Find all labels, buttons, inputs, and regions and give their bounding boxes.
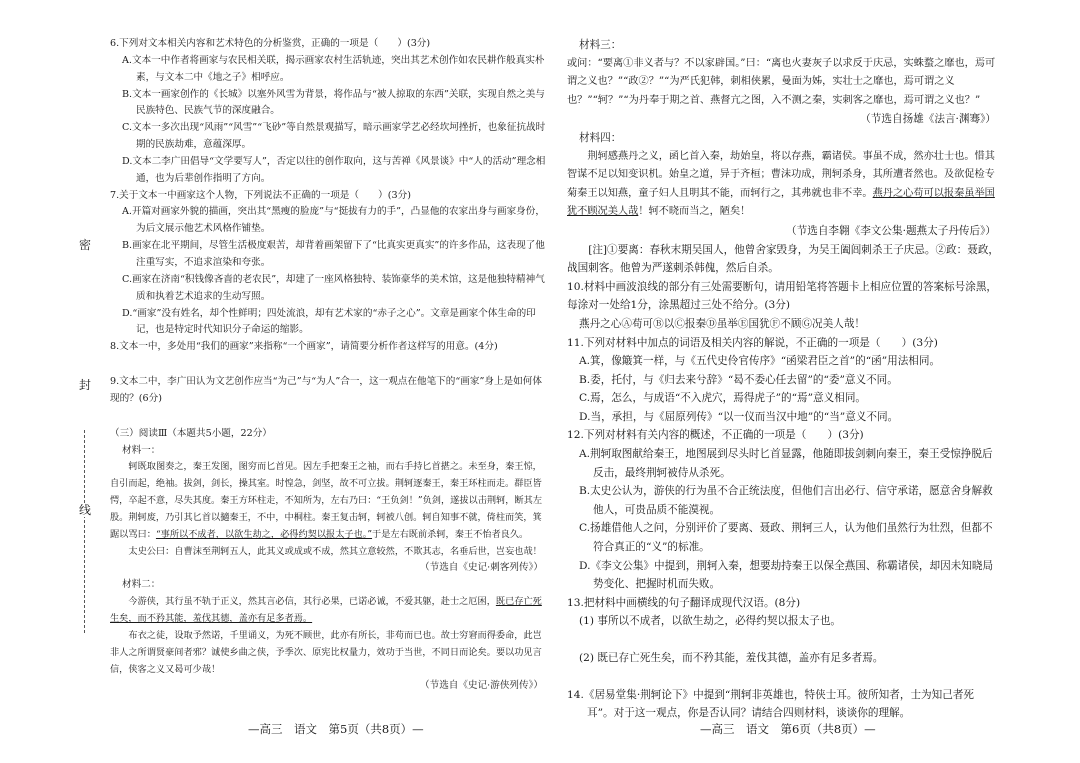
question-10: 10.材料中画波浪线的部分有三处需要断句，请用铅笔将答题卡上相应位置的答案标号涂黑，每涂对一处给1分，涂黑超过三处不给分。(3分)	[567, 280, 998, 312]
material-1-text-b: 于是左右既前杀轲，秦王不怡者良久。	[372, 528, 529, 540]
material-4-text	[567, 148, 1000, 222]
material-4-text-a: 荆轲感燕丹之义，函匕首入秦，劫始皇，将以存燕，霸诸侯。事虽不成，然亦壮士也。惜其智谋不足以知变识机。始皇之道，异于齐桓；曹沫功成，荆轲杀身，其所遭者然也。及欲促检专菊秦王以知燕，童子妇人且明其不能，而轲行之，其弗就也非不幸。	[567, 150, 995, 199]
q11-option-d: D.当，承担，与《屈原列传》“以一仪而当汉中地”的“当”意义不同。	[579, 410, 899, 423]
question-8: 8.文本一中，多处用“我们的画家”来指称“一个画家”，请简要分析作者这样写的用意。(4分)	[110, 341, 498, 353]
material-2-source: （节选自《史记·游侠列传》）	[420, 680, 543, 692]
material-1-text-a: 轲既取图奏之，秦王发图，图穷而匕首见。因左手把秦王之袖，而右手持匕首揕之。未至身，秦王惊，自引而起，绝袖。拔剑，剑长，操其室。时惶急，剑坚，故不可立拔。荆轲逐秦王，秦王环柱而走。群臣皆愕，卒起不意，尽失其度。秦王方环柱走，不知所为，左右乃曰：“王负剑！”负剑，遂拔以击荆轲，断其左股。荆轲废，乃引其匕首以擿秦王，不中，中桐柱。秦王复击轲，轲被八创。轲自知事不就，倚柱而笑，箕踞以骂曰：	[110, 461, 543, 540]
q10-sentence: 燕丹之心Ⓐ苟可Ⓑ以Ⓒ报秦Ⓓ虽举Ⓔ国犹Ⓕ不顾Ⓖ况美人哉！	[579, 317, 866, 330]
q7-option-c: C.画家在济南“积钱像吝啬的老农民”，却建了一座风格独特、装饰豪华的美术馆，这是他独特精神气质和执着艺术追求的生动写照。	[122, 273, 545, 302]
q6-option-a: A.文本一中作者将画家与农民相关联，揭示画家农村生活轨迹，突出其艺术创作如农民耕作般真实朴素，与文本二中《地之子》相呼应。	[122, 54, 545, 83]
q11-option-c: C.焉，怎么，与成语“不入虎穴，焉得虎子”的“焉”意义相同。	[579, 392, 867, 405]
material-1-text	[110, 459, 547, 543]
question-11: 11.下列对材料中加点的词语及相关内容的解说，不正确的一项是（ ）(3分)	[567, 336, 938, 349]
material-2-text-a: 今游侠，其行虽不轨于正义，然其言必信，其行必果，已诺必诚，不爱其躯，赴士之厄困，	[128, 596, 496, 608]
footer-page-6: —高三 语文 第6页（共8页）—	[700, 722, 876, 736]
left-column	[110, 36, 547, 695]
material-2-label: 材料二：	[122, 579, 161, 591]
q6-option-b: B.文本一画家创作的《长城》以塞外风雪为背景，将作品与“被人掠取的东西”关联，实现自然之美与民族特色、民族气节的深度融合。	[122, 88, 545, 117]
q11-option-b: B.委，托付，与《归去来兮辞》“曷不委心任去留”的“委”意义不同。	[579, 373, 898, 386]
material-3-source: （节选自扬雄《法言·渊骞》）	[860, 113, 996, 126]
q12-option-b: B.太史公认为，游侠的行为虽不合正统法度，但他们言出必行、信守承诺，愿意舍身解救他人，可贵品质不能漠视。	[579, 485, 993, 516]
q7-option-a: A.开篇对画家外貌的描画，突出其“黑瘦的脸庞”与“挺拔有力的手”，凸显他的农家出身与画家身份，为后文展示他艺术风格作铺垫。	[122, 206, 545, 235]
material-1-source: （节选自《史记·刺客列传》）	[420, 562, 543, 574]
binding-dashed-line	[84, 430, 85, 633]
material-2-underlined: 既已存亡死生矣，而不矜其能，羞伐其德，盖亦有足多者焉。	[110, 596, 542, 624]
question-6: 6.下列对文本相关内容和艺术特色的分析鉴赏，正确的一项是（ ）(3分)	[110, 38, 431, 49]
q6-option-d: D.文本二李广田倡导“文学要写人”，否定以往的创作取向，这与苦禅《风景谈》中“人的活动”理念相通，也为后辈创作指明了方向。	[122, 155, 546, 184]
binding-label-xian: 线	[78, 503, 91, 517]
annotation-note: [注]①要离：春秋末期吴国人，他曾舍家毁身，为吴王阖闾刺杀王子庆忌。②政：聂政，战国刺客。他曾为严遂刺杀韩傀，然后自杀。	[567, 243, 1000, 275]
material-2-text-2: 布衣之徒，设取予然诺，千里诵义，为死不顾世，此亦有所长，非苟而已也。故士穷窘而得委命，此岂非人之所谓贤豪间者邪？诚使乡曲之侠，予季次、原宪比权量力，效功于当世，不同日而论矣。要以功见言信，侠客之义又曷可少哉！	[110, 629, 542, 675]
question-9: 9.文本二中，李广田认为文艺创作应当“为己”与“为人”合一，这一观点在他笔下的“画家”身上是如何体现的？(6分)	[110, 376, 542, 404]
q7-option-d: D.“画家”没有姓名，却个性鲜明；四处流浪，却有艺术家的“赤子之心”。文章是画家个体生命的印记，也是特定时代知识分子命运的缩影。	[122, 307, 536, 336]
q6-option-c: C.文本一多次出现“风雨”“风雪”“飞砂”等自然景观描写，暗示画家学艺必经坎坷挫折，也象征抗战时期的民族劫难，意蕴深厚。	[122, 122, 546, 151]
material-4-source: （节选自李翱《李文公集·题燕太子丹传后》）	[786, 224, 996, 237]
material-1-label: 材料一：	[122, 444, 161, 456]
material-2-text	[110, 594, 547, 628]
binding-label-mi: 密	[78, 238, 91, 252]
material-1-comment: 太史公曰：自曹沫至荆轲五人，此其义或成或不成，然其立意较然，不欺其志，名垂后世，岂妄也哉！	[128, 545, 542, 557]
question-13: 13.把材料中画横线的句子翻译成现代汉语。(8分)	[567, 596, 801, 609]
q12-option-a: A.荆轲取图献给秦王，地图展到尽头时匕首显露，他随即拔剑刺向秦王，秦王受惊挣脱后反击，最终荆轲被侍从杀死。	[579, 448, 993, 479]
q13-sentence-1: (1) 事所以不成者，以欲生劫之，必得约契以报太子也。	[579, 615, 842, 628]
material-4-wavy-line: 燕丹之心苟可以报秦虽举国犹不顾况美人哉	[567, 187, 995, 218]
q12-option-d: D.《李文公集》中提到，荆轲入秦，想要劫持秦王以保全燕国、称霸诸侯，却因未知晓局势变化、把握时机而失败。	[579, 559, 994, 591]
question-14: 14.《居易堂集·荆轲论下》中提到“荆轲非英雄也，特侠士耳。彼所知者，士为知己者死耳”。对于这一观点，你是否认同？请结合四则材料，谈谈你的理解。	[567, 688, 975, 720]
question-7: 7.关于文本一中画家这个人物，下列说法不正确的一项是（ ）(3分)	[110, 189, 411, 201]
material-4-text-b: ！轲不晓而当之，陋矣！	[638, 206, 751, 218]
material-3-text: 或问：“要离①非义者与？不以家辟国。”曰：“离也火妻灰子以求反于庆忌，实蛛蝥之靡也，焉可谓之义也？”“政②？”“为严氏犯韩，刺相侠累，曼面为姊，实壮士之靡也，焉可谓之义也？”“轲？”“为丹奉于期之首、燕督亢之图，入不测之秦，实刺客之靡也，焉可谓之义也？”	[567, 57, 996, 106]
question-12: 12.下列对材料有关内容的概述，不正确的一项是（ ）(3分)	[567, 429, 864, 442]
q11-option-a: A.箕，像簸箕一样，与《五代史伶官传序》“函梁君臣之首”的“函”用法相同。	[579, 355, 941, 368]
section-3-heading: （三）阅读Ⅲ（本题共5小题，22分）	[110, 427, 272, 439]
q12-option-c: C.扬雄借他人之问，分别评价了要离、聂政、荆轲三人，认为他们虽然行为壮烈，但都不符合真正的“义”的标准。	[579, 522, 993, 554]
binding-label-feng: 封	[78, 378, 91, 392]
right-column	[567, 36, 1000, 723]
q13-sentence-2: (2) 既已存亡死生矣，而不矜其能，羞伐其德，盖亦有足多者焉。	[579, 652, 884, 664]
q7-option-b: B.画家在北平期间，尽管生活极度艰苦，却背着画架留下了“比真实更真实”的许多作品，这表现了他注重写实，不追求渲染和夸张。	[122, 240, 545, 268]
material-4-label: 材料四：	[579, 131, 622, 144]
material-1-underlined: “事所以不成者，以欲生劫之，必得约契以报太子也。”	[155, 528, 373, 540]
footer-page-5: —高三 语文 第5页（共8页）—	[248, 722, 424, 736]
material-3-label: 材料三：	[579, 39, 622, 51]
